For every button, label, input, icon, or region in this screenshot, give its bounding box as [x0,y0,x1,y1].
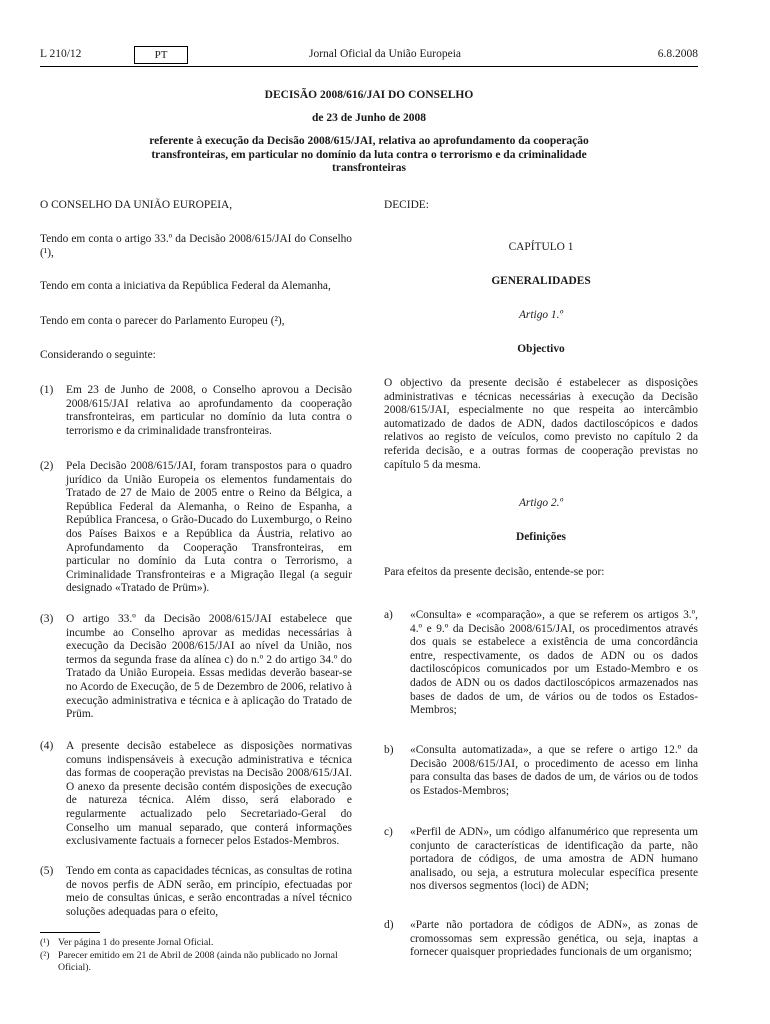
recital-number: (1) [40,384,54,396]
recital-text: Tendo em conta as capacidades técnicas, as consultas de rotina de novos perfis de ADN serão, em princípio, efectuadas por meio de consultas únicas, e serão encontradas a nível técnico soluções adequadas para o efeito, [66,865,352,918]
article-2-intro: Para efeitos da presente decisão, entende-se por: [384,566,605,578]
recital-text: O artigo 33.º da Decisão 2008/615/JAI estabelece que incumbe ao Conselho aprovar as medidas necessárias à execução da Decisão 2008/615/JAI ao nível da União, nos termos da segunda frase da alínea c) do n.º 2 do artigo 34.º do Tratado da União Europeia. Essas medidas deverão basear-se no Acordo de Execução, de 5 de Dezembro de 2006, relativo à execução administrativa e técnica e à aplicação do Tratado de Prüm. [66,613,352,721]
citation-3: Tendo em conta o parecer do Parlamento Europeu (²), [40,315,285,327]
article-1-number: Artigo 1.º [518,309,564,321]
council-heading: O CONSELHO DA UNIÃO EUROPEIA, [40,199,233,211]
publication-date: 6.8.2008 [657,48,698,60]
footnote-number: (¹) [40,937,50,948]
chapter-title: GENERALIDADES [491,275,591,287]
footnote-text: Parecer emitido em 21 de Abril de 2008 (ainda não publicado no Jornal Oficial). [58,950,338,973]
header-rule [40,66,698,67]
article-2-number: Artigo 2.º [518,497,564,509]
recital-number: (4) [40,740,54,752]
citation-2: Tendo em conta a iniciativa da República Federal da Alemanha, [40,280,331,292]
decision-title: DECISÃO 2008/616/JAI DO CONSELHO [264,89,474,101]
definition-text: «Consulta» e «comparação», a que se referem os artigos 3.º, 4.º e 9.º da Decisão 2008/615/JAI, os procedimentos através dos quais se estabelece a existência de uma concordância entre, respectivamente, os dados de ADN ou os dados dactiloscópicos comunicados por um Estado-Membro e os dados de ADN ou os dados dactiloscópicos armazenados nas bases de dados de um, de vários ou de todos os Estados-Membros; [410,609,698,717]
recital-text: Em 23 de Junho de 2008, o Conselho aprovou a Decisão 2008/615/JAI relativa ao aprofundamento da cooperação transfronteiras, em particular no domínio da luta contra o terrorismo e da criminalidade transfronteiras. [66,384,352,437]
article-2-title: Definições [516,531,566,543]
recital-text: A presente decisão estabelece as disposições normativas comuns indispensáveis à execução administrativa e técnica das formas de cooperação previstas na Decisão 2008/615/JAI. O anexo da presente decisão contém disposições de execução de natureza técnica. Além disso, será elaborado e regularmente actualizado pelo Secretariado-Geral do Conselho um manual separado, que conterá informações exclusivamente factuais a fornecer pelos Estados-Membros. [66,740,352,848]
article-1-text: O objectivo da presente decisão é estabelecer as disposições administrativas e técnicas necessárias à execução da Decisão 2008/615/JAI, especialmente no que respeita ao intercâmbio automatizado de dados de ADN, dados dactiloscópicos e dados relativos ao registo de veículos, como previsto no capítulo 2 da referida decisão, e a outras formas de cooperação previstas no capítulo 5 da mesma. [384,377,698,471]
language-box: PT [134,46,188,64]
definition-text: «Parte não portadora de códigos de ADN», as zonas de cromossomas sem expressão genética, ou seja, inaptas a fornecer quaisquer propriedades funcionais de um organismo; [410,919,698,959]
definition-text: «Consulta automatizada», a que se refere o artigo 12.º da Decisão 2008/615/JAI, o procedimento de acesso em linha para consulta das bases de dados de um, de vários ou de todos os Estados-Membros; [410,744,698,797]
definition-text: «Perfil de ADN», um código alfanumérico que representa um conjunto de características de identificação da parte, não portadora de códigos, de uma amostra de ADN humano analisado, ou seja, a estrutura molecular específica presente nos diversos segmentos (loci) de ADN; [410,826,698,893]
decision-date: de 23 de Junho de 2008 [311,112,427,124]
recital-text: Pela Decisão 2008/615/JAI, foram transpostos para o quadro jurídico da União Europeia os elementos fundamentais do Tratado de 27 de Maio de 2005 entre o Reino da Bélgica, a República Federal da Alemanha, o Reino de Espanha, a República Francesa, o Grão-Ducado do Luxemburgo, o Reino dos Países Baixos e a República da Áustria, relativo ao Aprofundamento da Cooperação Transfronteiras, em particular no domínio da Luta contra o Terrorismo, a Criminalidade Transfronteiras e a Migração Ilegal (a seguir designado «Tratado de Prüm»). [66,460,352,595]
definition-letter: b) [384,744,394,756]
footnote-number: (²) [40,950,50,961]
footnote-rule [40,932,100,933]
footnote-text: Ver página 1 do presente Jornal Oficial. [58,937,214,948]
definition-letter: a) [384,609,393,621]
recital-number: (5) [40,865,54,877]
whereas-heading: Considerando o seguinte: [40,349,156,361]
journal-title: Jornal Oficial da União Europeia [309,48,461,60]
chapter-number: CAPÍTULO 1 [508,241,574,253]
recital-number: (3) [40,613,54,625]
citation-1: Tendo em conta o artigo 33.º da Decisão 2008/615/JAI do Conselho (¹), [40,233,352,259]
definition-letter: d) [384,919,394,931]
recital-number: (2) [40,460,54,472]
definition-letter: c) [384,826,393,838]
decision-subject: referente à execução da Decisão 2008/615/JAI, relativa ao aprofundamento da cooperação transfronteiras, em particular no domínio da luta contra o terrorismo e da criminalidade transfronteiras [149,135,589,175]
decides-heading: DECIDE: [384,199,429,211]
page-reference: L 210/12 [40,48,82,60]
article-1-title: Objectivo [517,343,565,355]
